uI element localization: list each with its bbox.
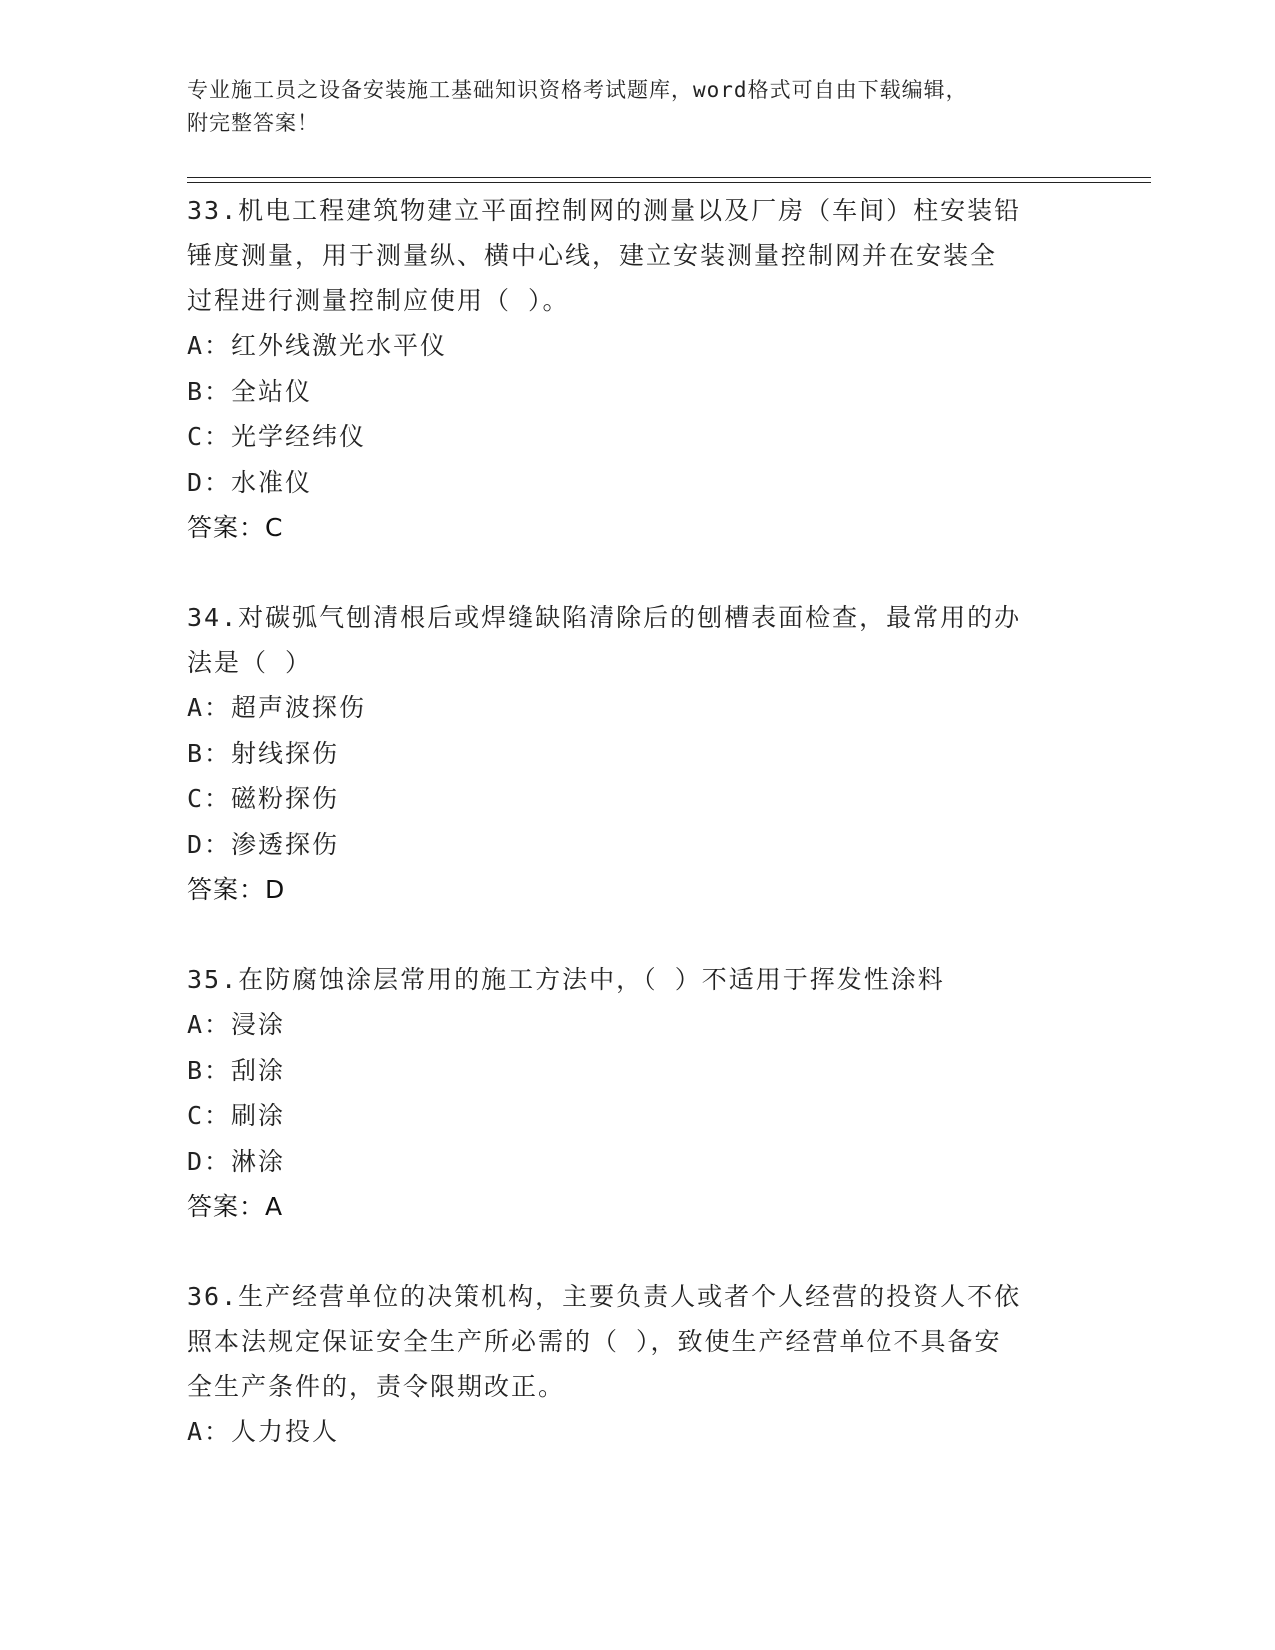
option-d: D：水准仪 [187,467,313,497]
question-35 [187,957,1087,1230]
header-divider-bottom [187,182,1151,183]
question-stem-line: 过程进行测量控制应使用（ ）。 [187,286,570,315]
question-list [187,188,1087,1499]
option-a: A：超声波探伤 [187,693,367,722]
header-line-2: 附完整答案！ [187,111,319,135]
header-line-1: 专业施工员之设备安装施工基础知识资格考试题库，word格式可自由下载编辑， [187,78,968,102]
question-stem-line: 照本法规定保证安全生产所必需的（ ），致使生产经营单位不具备安 [187,1327,1002,1356]
answer-line: 答案：D [187,875,286,904]
option-b: B：刮涂 [187,1055,286,1085]
header-divider-top [187,177,1151,178]
question-stem-line: 法是（ ） [187,648,313,677]
option-d: D：淋涂 [187,1146,286,1176]
option-c: C：刷涂 [187,1101,286,1130]
option-b: B：射线探伤 [187,738,340,768]
question-34 [187,595,1087,913]
question-stem-line: 全生产条件的，责令限期改正。 [187,1372,566,1401]
question-36 [187,1274,1087,1455]
option-c: C：磁粉探伤 [187,784,340,813]
question-stem-line: 35.在防腐蚀涂层常用的施工方法中，（ ）不适用于挥发性涂料 [187,965,945,994]
option-a: A：浸涂 [187,1010,286,1039]
document-header [187,74,1067,140]
answer-line: 答案：A [187,1192,284,1221]
option-d: D：渗透探伤 [187,829,340,859]
question-33 [187,188,1087,551]
option-c: C：光学经纬仪 [187,422,367,451]
option-a: A：红外线激光水平仪 [187,331,448,360]
option-a: A：人力投人 [187,1417,340,1446]
question-stem-line: 33.机电工程建筑物建立平面控制网的测量以及厂房（车间）柱安装铅 [187,196,1022,225]
option-b: B：全站仪 [187,376,313,406]
question-stem-line: 34.对碳弧气刨清根后或焊缝缺陷清除后的刨槽表面检查，最常用的办 [187,603,1022,632]
question-stem-line: 36.生产经营单位的决策机构，主要负责人或者个人经营的投资人不依 [187,1282,1022,1311]
question-stem-line: 锤度测量，用于测量纵、横中心线，建立安装测量控制网并在安装全 [187,241,998,270]
answer-line: 答案：C [187,513,284,542]
